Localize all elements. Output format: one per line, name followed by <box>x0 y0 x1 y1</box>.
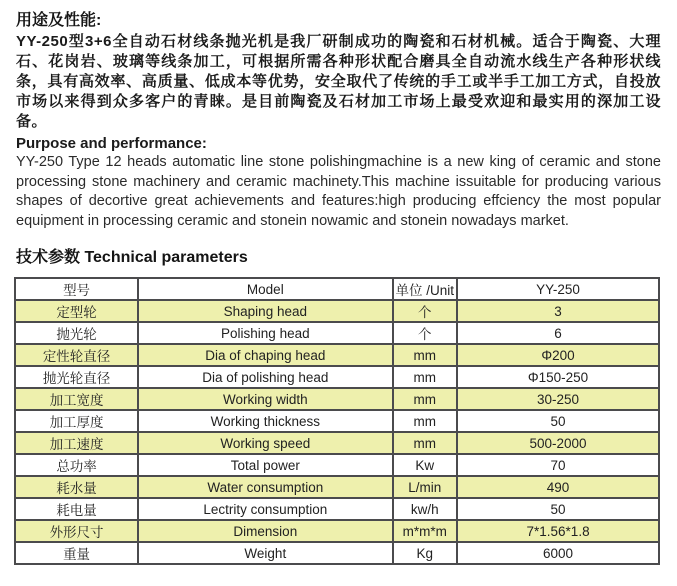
param-value: 50 <box>457 410 659 432</box>
param-value: 6000 <box>457 542 659 564</box>
table-row <box>15 454 659 476</box>
param-value: 70 <box>457 454 659 476</box>
table-row <box>15 476 659 498</box>
column-header-unit: 单位 /Unit <box>393 278 458 300</box>
table-row <box>15 322 659 344</box>
param-name-en: Water consumption <box>138 476 392 498</box>
param-name-cn: 外形尺寸 <box>15 520 138 542</box>
param-name-en: Working thickness <box>138 410 392 432</box>
param-name-cn: 总功率 <box>15 454 138 476</box>
param-name-en: Working width <box>138 388 392 410</box>
param-unit: Kw <box>393 454 458 476</box>
param-name-cn: 抛光轮 <box>15 322 138 344</box>
param-value: 490 <box>457 476 659 498</box>
param-name-cn: 定型轮 <box>15 300 138 322</box>
param-name-en: Lectrity consumption <box>138 498 392 520</box>
table-header-row <box>15 278 659 300</box>
param-name-en: Dia of polishing head <box>138 366 392 388</box>
table-row <box>15 498 659 520</box>
param-unit: mm <box>393 410 458 432</box>
param-unit: 个 <box>393 322 458 344</box>
technical-parameters-table <box>14 277 660 565</box>
param-value: 30-250 <box>457 388 659 410</box>
param-value: Φ150-250 <box>457 366 659 388</box>
param-name-en: Dimension <box>138 520 392 542</box>
param-name-en: Total power <box>138 454 392 476</box>
param-name-cn: 加工厚度 <box>15 410 138 432</box>
param-name-en: Shaping head <box>138 300 392 322</box>
param-name-cn: 加工宽度 <box>15 388 138 410</box>
param-name-cn: 耗水量 <box>15 476 138 498</box>
param-value: Φ200 <box>457 344 659 366</box>
technical-parameters-title: 技术参数 Technical parameters <box>16 249 248 266</box>
table-row <box>15 366 659 388</box>
table-row <box>15 432 659 454</box>
param-unit: 个 <box>393 300 458 322</box>
column-header-model-en: Model <box>138 278 392 300</box>
param-unit: Kg <box>393 542 458 564</box>
column-header-yy250: YY-250 <box>457 278 659 300</box>
purpose-paragraph-en: YY-250 Type 12 heads automatic line stone polishingmachine is a new king of ceramic and stone processing stone machinery and ceramic machinety.This machine issuitable for producing various shapes of decortive great achievements and features:high producing effciency the most popular equipment in processing ceramic and stonein nowamic and stonein nowadays market. <box>16 154 661 229</box>
param-unit: L/min <box>393 476 458 498</box>
param-value: 500-2000 <box>457 432 659 454</box>
param-name-cn: 重量 <box>15 542 138 564</box>
param-name-cn: 加工速度 <box>15 432 138 454</box>
param-unit: m*m*m <box>393 520 458 542</box>
param-value: 50 <box>457 498 659 520</box>
table-row <box>15 388 659 410</box>
table-row <box>15 300 659 322</box>
purpose-heading-en: Purpose and performance: <box>16 135 207 152</box>
param-name-cn: 耗电量 <box>15 498 138 520</box>
param-name-cn: 抛光轮直径 <box>15 366 138 388</box>
purpose-heading-cn: 用途及性能: <box>16 12 102 29</box>
table-row <box>15 542 659 564</box>
param-name-en: Polishing head <box>138 322 392 344</box>
purpose-paragraph-cn: YY-250型3+6全自动石材线条抛光机是我厂研制成功的陶瓷和石材机械。适合于陶瓷、大理石、花岗岩、玻璃等线条加工，可根据所需各种形状配合磨具全自动流水线生产各种形状线条，具有高效率、高质量、低成本等优势，安全取代了传统的手工或半手工加工方式，自投放市场以来得到众多客户的青睐。是目前陶瓷及石材加工市场上最受欢迎和最实用的深加工设备。 <box>16 33 661 130</box>
param-unit: mm <box>393 366 458 388</box>
param-name-en: Dia of chaping head <box>138 344 392 366</box>
param-value: 3 <box>457 300 659 322</box>
param-name-cn: 定性轮直径 <box>15 344 138 366</box>
table-row <box>15 520 659 542</box>
param-unit: mm <box>393 432 458 454</box>
column-header-model-cn: 型号 <box>15 278 138 300</box>
param-value: 6 <box>457 322 659 344</box>
param-name-en: Weight <box>138 542 392 564</box>
param-unit: kw/h <box>393 498 458 520</box>
table-row <box>15 344 659 366</box>
param-name-en: Working speed <box>138 432 392 454</box>
table-row <box>15 410 659 432</box>
param-unit: mm <box>393 388 458 410</box>
param-unit: mm <box>393 344 458 366</box>
param-value: 7*1.56*1.8 <box>457 520 659 542</box>
